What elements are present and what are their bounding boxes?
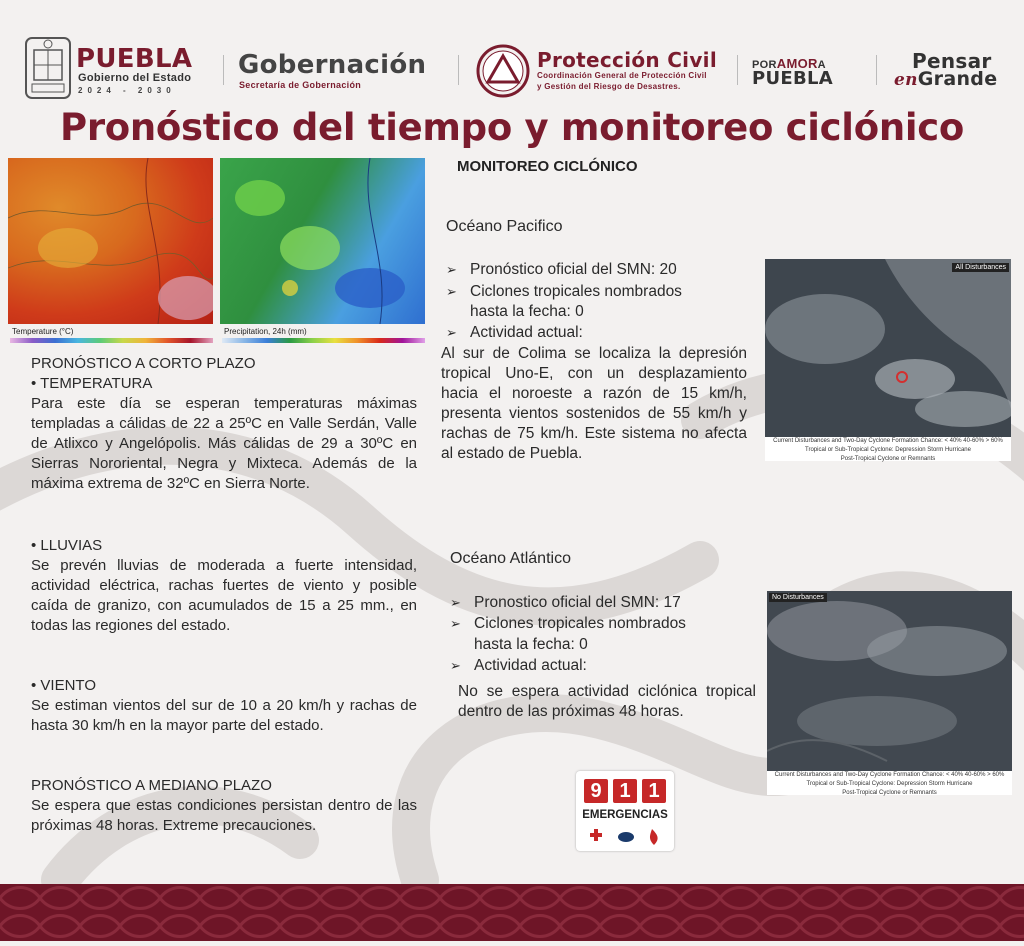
atlantic-bullet-named: ➢ Ciclones tropicales nombrados: [450, 615, 686, 632]
pacific-bullet-activity: ➢ Actividad actual:: [446, 324, 583, 341]
pacific-bullet-named-cont: hasta la fecha: 0: [470, 303, 584, 320]
page-title: Pronóstico del tiempo y monitoreo ciclónico: [60, 106, 964, 149]
header-divider: [876, 55, 877, 85]
puebla-title: PUEBLA: [76, 44, 193, 74]
short-term-heading: PRONÓSTICO A CORTO PLAZO: [31, 355, 256, 372]
por-amor-logo-line2: PUEBLA: [752, 68, 834, 89]
pacific-heading: Océano Pacifico: [446, 218, 563, 235]
emergencias-911-logo: 9 1 1 EMERGENCIAS: [576, 771, 674, 851]
gobernacion-subtitle: Secretaría de Gobernación: [239, 80, 362, 90]
puebla-subtitle: Gobierno del Estado: [78, 72, 192, 84]
atlantic-satellite-legend: Current Disturbances and Two-Day Cyclone Formation Chance: < 40% 40-60% > 60% Tropical or Sub-Tropical Cyclone: Depression Storm Hurricane Post-Tropical Cyclone or Remnants: [767, 771, 1012, 795]
precipitation-map: [220, 158, 425, 324]
atlantic-heading: Océano Atlántico: [450, 550, 571, 567]
header-divider: [737, 55, 738, 85]
pacific-bullet-forecast: ➢ Pronóstico oficial del SMN: 20: [446, 261, 677, 278]
precipitation-color-scale: [222, 338, 425, 343]
header-divider: [223, 55, 224, 85]
rain-text: Se prevén lluvias de moderada a fuerte intensidad, actividad eléctrica, rachas fuertes de viento y posible caída de granizo, con acumulados de 15 a 25 mm., en todas las regiones del estado.: [31, 557, 417, 634]
proteccion-civil-subtitle-1: Coordinación General de Protección Civil: [537, 71, 707, 80]
medium-term-text: Se espera que estas condiciones persistan dentro de las próximas 48 horas. Extreme precauciones.: [31, 797, 417, 834]
pacific-satellite-image: [765, 259, 1011, 437]
medium-term-heading: PRONÓSTICO A MEDIANO PLAZO: [31, 777, 272, 794]
atlantic-satellite-clouds: [767, 591, 1012, 771]
pacific-satellite-legend: Current Disturbances and Two-Day Cyclone Formation Chance: < 40% 40-60% > 60% Tropical or Sub-Tropical Cyclone: Depression Storm Hurricane Post-Tropical Cyclone or Remnants: [765, 437, 1011, 461]
atlantic-satellite-image: [767, 591, 1012, 771]
pacific-satellite-tag: All Disturbances: [952, 263, 1009, 272]
rain-heading: • LLUVIAS: [31, 537, 103, 554]
proteccion-civil-title: Protección Civil: [537, 48, 717, 72]
pacific-satellite-clouds: [765, 259, 1011, 437]
temperature-map-caption: Temperature (°C): [12, 327, 74, 336]
wind-text: Se estiman vientos del sur de 10 a 20 km/h y rachas de hasta 30 km/h en la mayor parte del estado.: [31, 697, 417, 734]
atlantic-bullet-activity: ➢ Actividad actual:: [450, 657, 587, 674]
precipitation-map-cells: [220, 158, 425, 324]
puebla-years: 2024 - 2030: [78, 86, 176, 95]
temperature-color-scale: [10, 338, 213, 343]
gobernacion-title: Gobernación: [238, 50, 427, 80]
pensar-grande-line1: Pensar: [912, 49, 992, 73]
temperature-map-contours: [8, 158, 213, 324]
atlantic-bullet-forecast: ➢ Pronostico oficial del SMN: 17: [450, 594, 681, 611]
temperature-map: [8, 158, 213, 324]
precipitation-map-caption: Precipitation, 24h (mm): [224, 327, 307, 336]
temperature-heading: • TEMPERATURA: [31, 375, 153, 392]
pensar-grande-line2: enGrande: [894, 68, 998, 90]
footer-pattern: [0, 884, 1024, 941]
atlantic-bullet-named-cont: hasta la fecha: 0: [474, 636, 588, 653]
por-amor-logo-line1: PORAMORA: [752, 56, 826, 71]
emergencias-label: EMERGENCIAS: [582, 809, 668, 821]
puebla-seal-logo: [24, 36, 72, 100]
pacific-activity-text: Al sur de Colima se localiza la depresión tropical Uno-E, con un desplazamiento hacia el noroeste a razón de 15 km/h, presenta vientos sostenidos de 55 km/h y rachas de 75 km/h. Este sistema no afecta al estado de Puebla.: [441, 345, 747, 462]
footer-pattern-band: [0, 884, 1024, 941]
pacific-bullet-named: ➢ Ciclones tropicales nombrados: [446, 283, 682, 300]
emergency-services-icons: [584, 827, 668, 847]
atlantic-activity-text: No se espera actividad ciclónica tropical dentro de las próximas 48 horas.: [458, 683, 756, 720]
proteccion-civil-subtitle-2: y Gestión del Riesgo de Desastres.: [537, 82, 681, 91]
wind-heading: • VIENTO: [31, 677, 96, 694]
header-divider: [458, 55, 459, 85]
section-title: MONITOREO CICLÓNICO: [457, 158, 638, 175]
proteccion-civil-triangle-icon: [476, 44, 530, 98]
atlantic-satellite-tag: No Disturbances: [769, 593, 827, 602]
temperature-text: Para este día se esperan temperaturas máximas templadas a cálidas de 22 a 25ºC en Valle Serdán, Valle de Atlixco y Angelópolis. Más cálidas de 29 a 30ºC en Sierras Nororiental, Negra y Mixteca. Además de la máxima extrema de 32ºC en Sierra Norte.: [31, 395, 417, 492]
